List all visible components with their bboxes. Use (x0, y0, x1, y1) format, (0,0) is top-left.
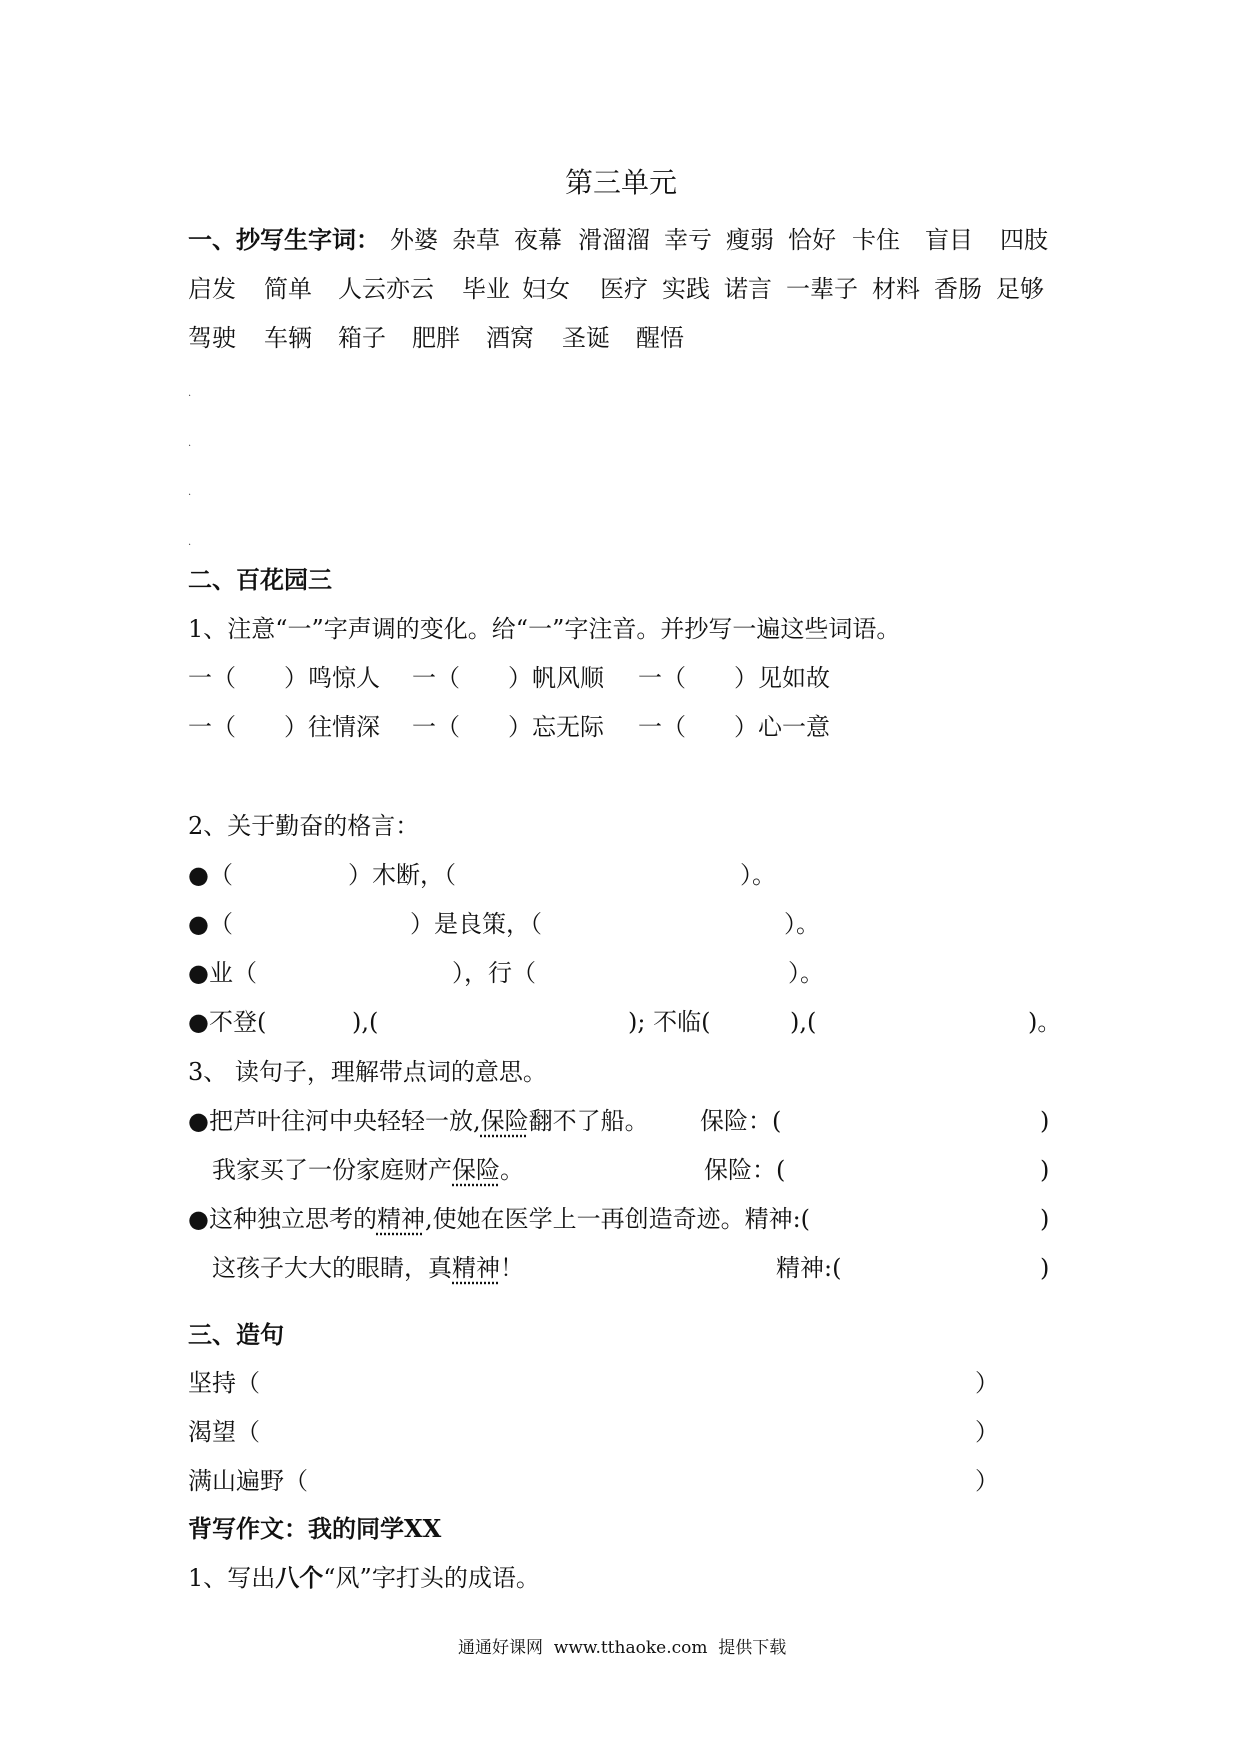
vocab-word: 车辆 (264, 324, 312, 352)
dotted-word: 保险 (452, 1156, 500, 1184)
pinyin-item: 一（ ）忘无际 (412, 713, 604, 741)
sentence-1: ●把芦叶往河中央轻轻一放,保险翻不了船。 (188, 1107, 649, 1135)
vocab-word: 外婆 (390, 226, 438, 254)
vocab-word: 医疗 (600, 275, 648, 303)
maxim-part: ）。 (740, 861, 776, 889)
maxim-part: ）木断，（ (348, 861, 456, 889)
pinyin-item: 一（ ）鸣惊人 (188, 664, 380, 692)
sentence-word: 满山遍野（ (188, 1467, 308, 1495)
vocab-word: 足够 (996, 275, 1044, 303)
vocab-word: 一辈子 (786, 275, 858, 303)
page-title: 第三单元 (565, 166, 678, 199)
vocab-word: 恰好 (788, 226, 836, 254)
sentence-4: 这孩子大大的眼睛，真精神！ (212, 1254, 524, 1282)
pinyin-item: 一（ ）往情深 (188, 713, 380, 741)
maxim-part: ●（ (188, 861, 233, 889)
maxim-part: ●不登( (188, 1008, 267, 1036)
margin-dot: . (188, 438, 192, 449)
margin-dot: . (188, 537, 192, 548)
maxim-part: )。 (1028, 1008, 1062, 1036)
maxim-part: ); 不临( (628, 1008, 711, 1036)
vocab-word: 肥胖 (412, 324, 460, 352)
answer-close: ) (1040, 1205, 1050, 1233)
vocab-word: 驾驶 (188, 324, 236, 352)
maxim-part: ）是良策，（ (410, 910, 542, 938)
vocab-word: 杂草 (452, 226, 500, 254)
section-3-heading: 三、造句 (188, 1320, 284, 1349)
vocab-word: 四肢 (1000, 226, 1048, 254)
footer: 通通好课网 www.tthaoke.com 提供下载 (458, 1638, 787, 1658)
maxim-part: ),( (352, 1008, 379, 1036)
vocab-word: 滑溜溜 (578, 226, 650, 254)
pinyin-item: 一（ ）帆风顺 (412, 664, 604, 692)
section-2-heading: 二、百花园三 (188, 565, 332, 594)
vocab-word: 盲目 (925, 226, 973, 254)
vocab-word: 香肠 (934, 275, 982, 303)
vocab-word: 夜幕 (514, 226, 562, 254)
q3-prompt: 3、 读句子，理解带点词的意思。 (188, 1058, 547, 1086)
vocab-word: 启发 (188, 275, 236, 303)
answer-close: ) (1040, 1107, 1050, 1135)
sentence-close: ） (975, 1467, 999, 1495)
margin-dot: . (188, 388, 192, 399)
sentence-close: ） (975, 1369, 999, 1397)
vocab-word: 人云亦云 (338, 275, 434, 303)
vocab-word: 幸亏 (664, 226, 712, 254)
vocab-word: 醒悟 (636, 324, 684, 352)
maxim-part: ）。 (788, 959, 824, 987)
q2-prompt: 2、关于勤奋的格言： (188, 812, 420, 840)
q1-prompt: 1、注意“一”字声调的变化。给“一”字注音。并抄写一遍这些词语。 (188, 615, 901, 643)
section-4-heading: 背写作文：我的同学XX (188, 1514, 442, 1543)
sentence-word: 坚持（ (188, 1369, 260, 1397)
answer-label: 精神:( (776, 1254, 842, 1282)
sentence-3: ●这种独立思考的精神,使她在医学上一再创造奇迹。精神:( (188, 1205, 811, 1233)
sentence-close: ） (975, 1418, 999, 1446)
vocab-word: 卡住 (852, 226, 900, 254)
sentence-word: 渴望（ (188, 1418, 260, 1446)
maxim-part: ）。 (784, 910, 820, 938)
vocab-word: 妇女 (522, 275, 570, 303)
vocab-word: 圣诞 (562, 324, 610, 352)
maxim-part: ●业（ (188, 959, 257, 987)
answer-close: ) (1040, 1156, 1050, 1184)
pinyin-item: 一（ ）见如故 (638, 664, 830, 692)
answer-label: 保险：( (704, 1156, 786, 1184)
maxim-part: ），行（ (452, 959, 536, 987)
dotted-word: 精神 (452, 1254, 500, 1282)
answer-label: 保险：( (700, 1107, 782, 1135)
dotted-word: 精神 (376, 1205, 425, 1233)
vocab-word: 实践 (662, 275, 710, 303)
vocab-word: 毕业 (462, 275, 510, 303)
vocab-word: 酒窝 (486, 324, 534, 352)
vocab-word: 诺言 (724, 275, 772, 303)
pinyin-item: 一（ ）心一意 (638, 713, 830, 741)
sentence-2: 我家买了一份家庭财产保险。 (212, 1156, 524, 1184)
maxim-part: ●（ (188, 910, 233, 938)
answer-close: ) (1040, 1254, 1050, 1282)
vocab-word: 瘦弱 (726, 226, 774, 254)
vocab-word: 箱子 (338, 324, 386, 352)
maxim-part: ),( (790, 1008, 817, 1036)
margin-dot: . (188, 487, 192, 498)
vocab-word: 简单 (264, 275, 312, 303)
vocab-word: 材料 (872, 275, 920, 303)
idiom-prompt: 1、写出八个“风”字打头的成语。 (188, 1563, 540, 1592)
dotted-word: 保险 (480, 1107, 529, 1135)
section-1-heading: 一、抄写生字词： (188, 225, 380, 254)
